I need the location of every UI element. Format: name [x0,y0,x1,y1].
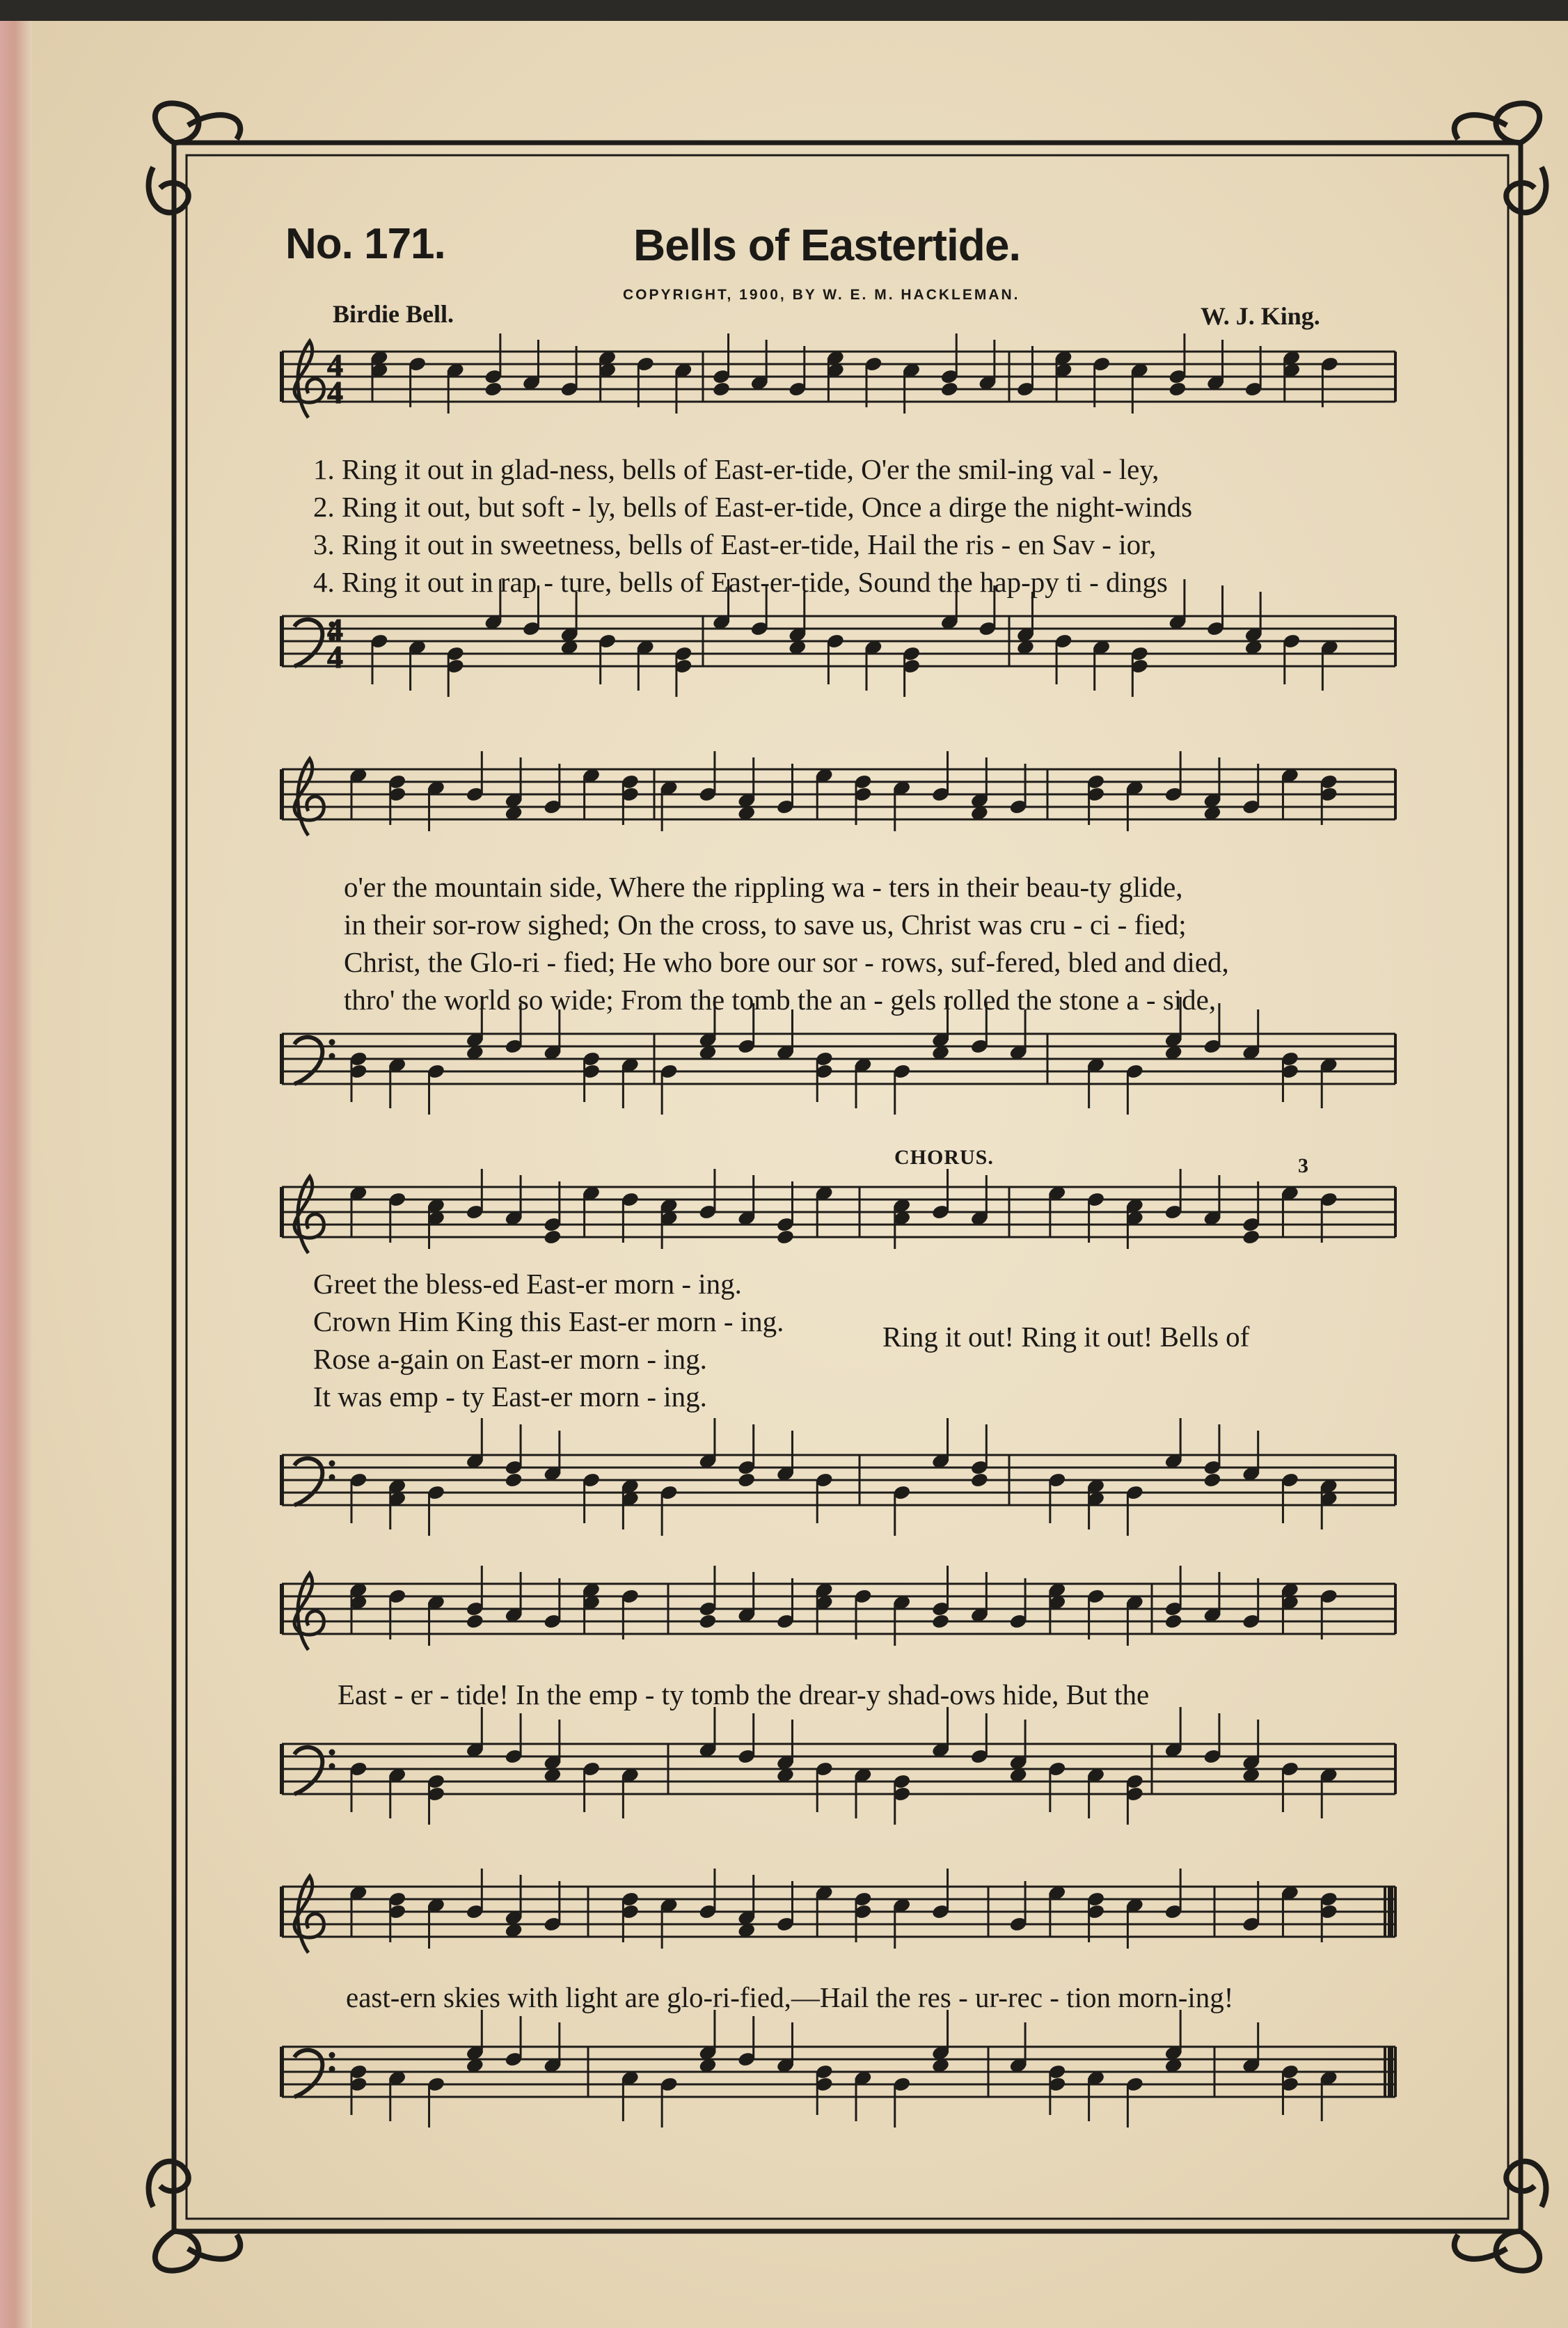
bass-clef-dot [329,1749,335,1755]
corner-ornament-top-right [1455,103,1546,212]
bass-clef-dot [329,1461,335,1466]
note-head [738,1472,756,1488]
bass-clef-icon [294,1458,322,1505]
verse-1-line-2: o'er the mountain side, Where the rippling wa - ters in their beau-ty glide, [344,871,1183,903]
sheet-music [282,333,1395,2128]
time-signature-top: 4 [327,347,343,383]
corner-ornament-bottom-left [149,2162,241,2271]
verse-2-line-3: Crown Him King this East-er morn - ing. [313,1305,784,1337]
copyright-notice: COPYRIGHT, 1900, BY W. E. M. HACKLEMAN. [623,287,1020,303]
verse-4-line-1: 4. Ring it out in rap - ture, bells of East-er-tide, Sound the hap-py ti - dings [313,566,1168,598]
bass-clef-icon [294,2050,322,2097]
verse-4-line-3: It was emp - ty East-er morn - ing. [313,1381,707,1413]
bass-clef-dot [329,2052,335,2058]
note-head [1203,1472,1221,1488]
verse-4-line-2: thro' the world so wide; From the tomb the an - gels rolled the stone a - side, [344,984,1217,1016]
verse-1-line-1: 1. Ring it out in glad-ness, bells of East-er-tide, O'er the smil-ing val - ley, [313,453,1159,485]
note-head [931,1614,949,1630]
bass-clef-icon [294,1037,322,1084]
composer-credit: Birdie Bell. [333,300,454,328]
bass-clef-dot [329,2066,335,2072]
chorus-label: CHORUS. [894,1146,994,1169]
time-signature-bottom: 4 [327,639,343,675]
bass-clef-dot [329,1763,335,1769]
triplet-mark: 3 [1298,1154,1308,1177]
note-head [484,382,502,398]
note-head [1242,1229,1260,1245]
time-signature-bottom: 4 [327,375,343,410]
author-credit: W. J. King. [1201,302,1320,330]
verse-3-line-1: 3. Ring it out in sweetness, bells of East-er-tide, Hail the ris - en Sav - ior, [313,528,1157,560]
verse-3-line-2: Christ, the Glo-ri - fied; He who bore our sor - rows, suf-fered, bled and died, [344,946,1229,978]
bass-clef-dot [329,1474,335,1480]
corner-ornament-top-left [149,103,241,212]
bass-clef-dot [329,1053,335,1059]
note-head [1169,382,1187,398]
note-head [712,382,730,398]
note-head [1164,1614,1182,1630]
verse-1-line-3: Greet the bless-ed East-er morn - ing. [313,1268,742,1300]
bass-clef-dot [329,1039,335,1045]
note-head [699,1614,717,1630]
note-head [466,1614,484,1630]
note-head [776,1229,794,1245]
note-head [544,1229,562,1245]
note-head [940,382,958,398]
chorus-lyric-line-2: East - er - tide! In the emp - ty tomb the drear-y shad-ows hide, But the [338,1678,1150,1710]
hymn-number: No. 171. [285,220,445,268]
chorus-lyric-line-1: Ring it out! Ring it out! Bells of [882,1321,1250,1353]
hymnal-page [0,21,1568,2328]
hymn-title: Bells of Eastertide. [633,220,1021,270]
bass-clef-icon [294,1747,322,1794]
verse-3-line-3: Rose a-gain on East-er morn - ing. [313,1343,707,1375]
bass-clef-icon [294,620,322,666]
chorus-lyric-line-3: east-ern skies with light are glo-ri-fied,—Hail the res - ur-rec - tion morn-ing! [346,1981,1234,2013]
verse-2-line-1: 2. Ring it out, but soft - ly, bells of East-er-tide, Once a dirge the night-winds [313,491,1193,523]
note-head [970,1472,988,1488]
time-signature-top: 4 [327,612,343,647]
note-head [505,1472,523,1488]
corner-ornament-bottom-right [1455,2162,1546,2271]
verse-2-line-2: in their sor-row sighed; On the cross, to save us, Christ was cru - ci - fied; [344,909,1187,941]
